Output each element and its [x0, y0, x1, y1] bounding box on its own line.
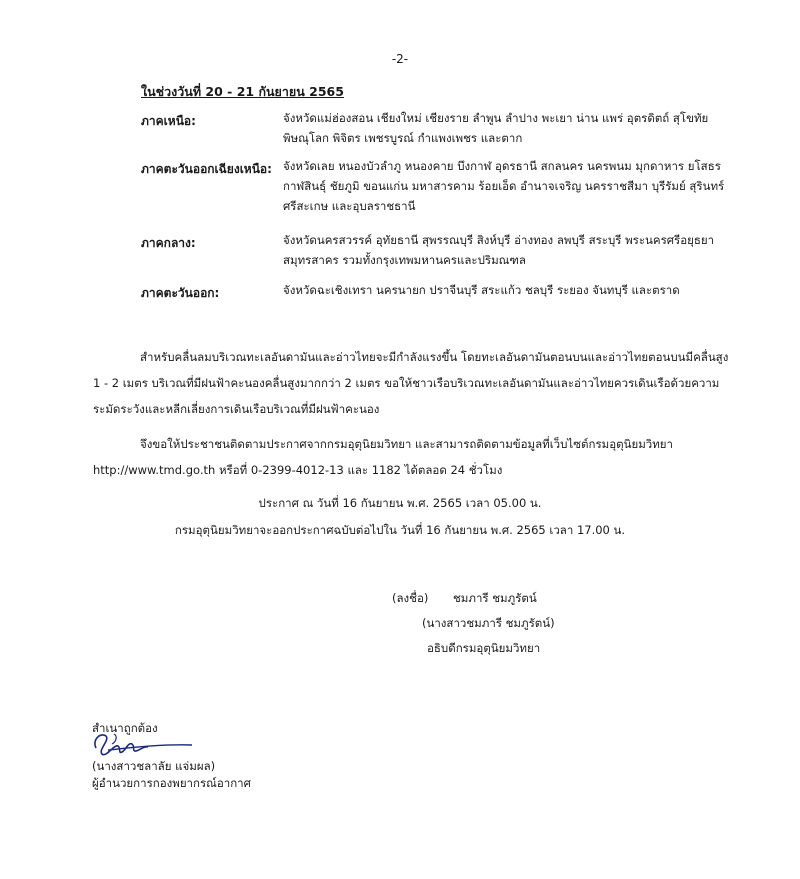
region-text-northeast: [283, 156, 743, 216]
region-label-east: ภาคตะวันออก:: [141, 286, 220, 300]
region-text-north: [283, 108, 743, 148]
region-line: จังหวัดนครสวรรค์ อุทัยธานี สุพรรณบุรี สิงห์บุรี อ่างทอง ลพบุรี สระบุรี พระนครศรีอยุธยา: [283, 233, 715, 247]
announce-time: ประกาศ ณ วันที่ 16 กันยายน พ.ศ. 2565 เวลา 05.00 น.: [258, 496, 542, 510]
paragraph-line: จึงขอให้ประชาชนติดตามประกาศจากกรมอุตุนิยมวิทยา และสามารถติดตามข้อมูลที่เว็บไซต์กรมอุตุนิยมวิทยา: [140, 437, 674, 451]
handwritten-signature-icon: [88, 726, 198, 762]
region-text-central: [283, 230, 743, 270]
next-announce: กรมอุตุนิยมวิทยาจะออกประกาศฉบับต่อไปใน วันที่ 16 กันยายน พ.ศ. 2565 เวลา 17.00 น.: [174, 523, 626, 537]
paragraph-line: สำหรับคลื่นลมบริเวณทะเลอันดามันและอ่าวไทยจะมีกำลังแรงขึ้น โดยทะเลอันดามันตอนบนและอ่าวไทยตอนบนมีคลื่นสูง: [140, 350, 729, 364]
region-label-central: ภาคกลาง:: [141, 236, 196, 250]
region-line: พิษณุโลก พิจิตร เพชรบูรณ์ กำแพงเพชร และตาก: [283, 131, 523, 145]
certifier-position: ผู้อำนวยการกองพยากรณ์อากาศ: [92, 776, 251, 790]
region-label-northeast: ภาคตะวันออกเฉียงเหนือ:: [141, 162, 272, 176]
paragraph-line: http://www.tmd.go.th หรือที่ 0-2399-4012-13 และ 1182 ได้ตลอด 24 ชั่วโมง: [93, 463, 503, 477]
paragraph-line: ระมัดระวังและหลีกเลี่ยงการเดินเรือบริเวณที่มีฝนฟ้าคะนอง: [93, 402, 380, 416]
date-range-heading: ในช่วงวันที่ 20 - 21 กันยายน 2565: [141, 84, 344, 99]
paragraph-line: 1 - 2 เมตร บริเวณที่มีฝนฟ้าคะนองคลื่นสูงมากกว่า 2 เมตร ขอให้ชาวเรือบริเวณทะเลอันดามันและอ่าวไทยควรเดินเรือด้วยความ: [93, 376, 720, 390]
certifier-name: (นางสาวชลาลัย แจ่มผล): [92, 759, 216, 773]
signed-prefix: (ลงชื่อ): [392, 591, 429, 605]
region-text-east: [283, 280, 743, 300]
region-line: สมุทรสาคร รวมทั้งกรุงเทพมหานครและปริมณฑล: [283, 253, 526, 267]
signed-name: ชมภารี ชมภูรัตน์: [453, 591, 537, 605]
region-line: กาฬสินธุ์ ชัยภูมิ ขอนแก่น มหาสารคาม ร้อยเอ็ด อำนาจเจริญ นครราชสีมา บุรีรัมย์ สุรินทร์: [283, 179, 725, 193]
region-line: จังหวัดฉะเชิงเทรา นครนายก ปราจีนบุรี สระแก้ว ชลบุรี ระยอง จันทบุรี และตราด: [283, 283, 680, 297]
signer-position: อธิบดีกรมอุตุนิยมวิทยา: [427, 641, 541, 655]
page-number: -2-: [391, 52, 409, 66]
signer-full-name: (นางสาวชมภารี ชมภูรัตน์): [422, 616, 555, 630]
wave-warning-paragraph: [93, 344, 733, 422]
region-line: จังหวัดเลย หนองบัวลำภู หนองคาย บึงกาฬ อุดรธานี สกลนคร นครพนม มุกดาหาร ยโสธร: [283, 159, 721, 173]
region-line: จังหวัดแม่ฮ่องสอน เชียงใหม่ เชียงราย ลำพูน ลำปาง พะเยา น่าน แพร่ อุตรดิตถ์ สุโขทัย: [283, 111, 709, 125]
follow-announcement-paragraph: [93, 431, 733, 483]
region-line: ศรีสะเกษ และอุบลราชธานี: [283, 199, 416, 213]
region-label-north: ภาคเหนือ:: [141, 114, 196, 128]
certified-label: สำเนาถูกต้อง: [92, 721, 158, 735]
